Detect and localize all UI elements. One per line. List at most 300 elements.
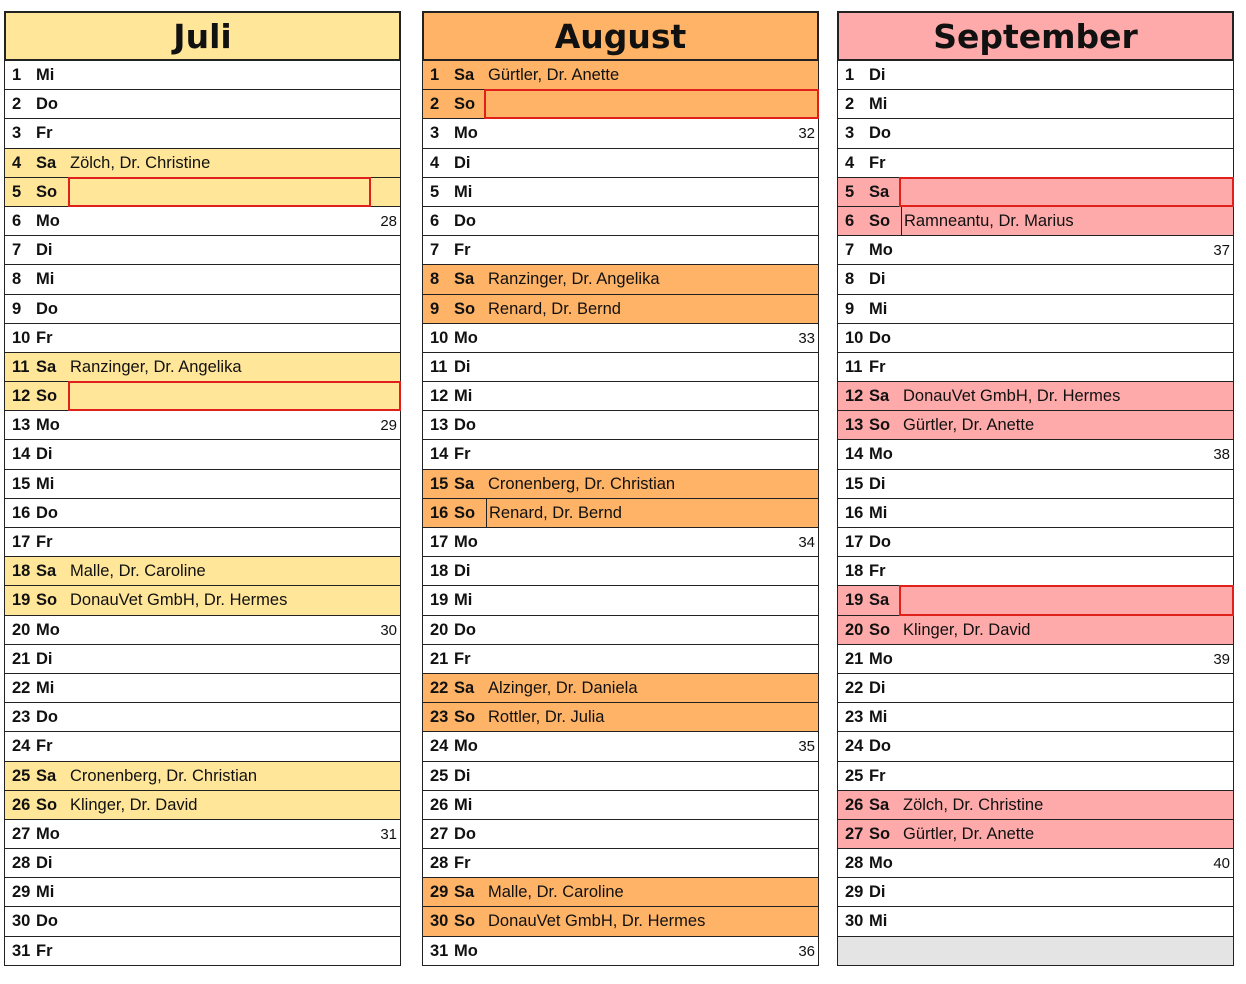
weekday-label: Do (36, 708, 58, 727)
weekday-label: Sa (869, 795, 890, 814)
day-row[interactable] (422, 528, 819, 557)
weekday-label: Fr (454, 445, 471, 464)
day-row[interactable] (837, 878, 1234, 907)
weekday-label: Di (869, 883, 886, 902)
weekday-label: Di (869, 66, 886, 84)
weekday-label: Mi (36, 883, 55, 902)
weekend-day-row[interactable] (837, 382, 1234, 411)
empty-slot-highlight[interactable] (68, 381, 401, 411)
weekday-label: Fr (454, 649, 471, 668)
on-duty-name: Ranzinger, Dr. Angelika (70, 357, 242, 376)
day-row[interactable] (837, 470, 1234, 499)
day-number: 25 (12, 766, 31, 785)
on-duty-name: DonauVet GmbH, Dr. Hermes (70, 591, 288, 610)
day-row[interactable] (422, 411, 819, 440)
weekend-day-row[interactable] (422, 470, 819, 499)
weekday-label: Do (869, 328, 891, 347)
day-number: 15 (12, 474, 31, 493)
day-number: 11 (845, 357, 863, 376)
weekday-label: Di (36, 854, 53, 873)
day-row[interactable] (837, 645, 1234, 674)
empty-day-row (837, 937, 1234, 966)
weekday-label: Mi (454, 387, 473, 406)
day-row[interactable] (837, 265, 1234, 294)
day-number: 17 (12, 533, 31, 551)
day-number: 3 (430, 124, 440, 143)
weekend-day-row[interactable] (422, 90, 819, 119)
day-number: 4 (430, 153, 440, 172)
day-row[interactable] (837, 703, 1234, 732)
calendar-week-number: 30 (380, 621, 397, 639)
day-row[interactable] (4, 470, 401, 499)
day-row[interactable] (422, 236, 819, 265)
day-row[interactable] (4, 499, 401, 528)
day-number: 27 (12, 824, 31, 843)
day-row[interactable] (422, 791, 819, 820)
calendar-week-number: 40 (1213, 855, 1230, 873)
weekend-day-row[interactable] (4, 586, 401, 615)
weekday-label: Di (869, 678, 886, 697)
day-number: 9 (12, 299, 22, 318)
day-number: 8 (845, 270, 855, 289)
day-row[interactable] (4, 61, 401, 90)
weekend-day-row[interactable] (837, 820, 1234, 849)
month-august (422, 11, 819, 966)
day-number: 3 (845, 124, 855, 143)
weekday-label: Mo (454, 941, 478, 960)
weekday-label: Mo (869, 445, 893, 464)
weekday-label: Mi (869, 912, 888, 931)
weekday-label: Di (869, 270, 886, 289)
weekday-label: Do (869, 533, 891, 551)
day-row[interactable] (422, 645, 819, 674)
day-number: 21 (845, 649, 864, 668)
day-number: 28 (845, 854, 864, 873)
weekday-label: Di (454, 153, 471, 172)
weekday-label: Fr (36, 737, 53, 756)
weekday-label: Mi (869, 708, 888, 727)
weekend-day-row[interactable] (837, 586, 1234, 615)
on-duty-name: Malle, Dr. Caroline (70, 562, 206, 581)
month-september (837, 11, 1234, 966)
day-number: 4 (845, 153, 855, 172)
day-row[interactable] (837, 674, 1234, 703)
day-number: 19 (12, 591, 31, 610)
day-number: 18 (12, 562, 31, 581)
on-duty-name: Klinger, Dr. David (70, 795, 198, 814)
weekend-day-row[interactable] (4, 178, 401, 207)
day-row[interactable] (4, 265, 401, 294)
weekend-day-row[interactable] (4, 557, 401, 586)
day-row[interactable] (837, 353, 1234, 382)
day-row[interactable] (837, 90, 1234, 119)
day-row[interactable] (4, 674, 401, 703)
day-number: 28 (12, 854, 31, 873)
weekday-label: Mo (869, 649, 893, 668)
calendar-week-number: 28 (380, 212, 397, 230)
day-row[interactable] (837, 295, 1234, 324)
weekday-label: Sa (36, 766, 57, 785)
weekday-label: Di (454, 766, 471, 785)
weekend-day-row[interactable] (837, 411, 1234, 440)
on-duty-name: Cronenberg, Dr. Christian (488, 474, 676, 493)
weekday-label: So (869, 211, 891, 230)
day-row[interactable] (422, 937, 819, 966)
weekday-label: Do (36, 503, 58, 522)
day-number: 9 (845, 299, 855, 318)
day-row[interactable] (422, 440, 819, 469)
day-row[interactable] (422, 557, 819, 586)
weekday-label: Mo (869, 241, 893, 260)
calendar-week-number: 29 (380, 417, 397, 435)
weekday-label: Fr (36, 941, 53, 960)
weekend-day-row[interactable] (4, 791, 401, 820)
weekday-label: Do (36, 299, 58, 318)
day-row[interactable] (837, 440, 1234, 469)
day-number: 22 (12, 678, 31, 697)
day-number: 19 (845, 591, 864, 610)
weekday-label: Di (36, 445, 53, 464)
day-number: 3 (12, 124, 22, 143)
day-row[interactable] (4, 411, 401, 440)
day-row[interactable] (837, 324, 1234, 353)
weekday-label: So (454, 708, 476, 727)
day-row[interactable] (422, 353, 819, 382)
day-number: 26 (12, 795, 31, 814)
weekday-label: Mi (454, 182, 473, 201)
on-duty-name: Renard, Dr. Bernd (488, 299, 621, 318)
on-duty-name: Alzinger, Dr. Daniela (488, 678, 638, 697)
day-row[interactable] (4, 732, 401, 761)
weekday-label: Fr (869, 562, 886, 581)
day-number: 29 (12, 883, 31, 902)
day-number: 12 (845, 387, 864, 406)
day-number: 24 (845, 737, 864, 756)
cell-divider (901, 207, 902, 235)
weekday-label: Fr (869, 357, 886, 376)
empty-slot-highlight[interactable] (484, 89, 819, 119)
weekday-label: Fr (454, 854, 471, 873)
month-header: Juli (4, 11, 401, 61)
day-number: 16 (845, 503, 864, 522)
day-number: 19 (430, 591, 449, 610)
weekday-label: Fr (36, 328, 53, 347)
day-number: 27 (430, 824, 449, 843)
day-number: 26 (430, 795, 449, 814)
day-row[interactable] (4, 324, 401, 353)
day-number: 23 (845, 708, 864, 727)
month-header: September (837, 11, 1234, 61)
calendar-week-number: 32 (798, 125, 815, 143)
day-number: 22 (845, 678, 864, 697)
weekday-label: Di (869, 474, 886, 493)
day-number: 24 (430, 737, 449, 756)
day-row[interactable] (837, 557, 1234, 586)
day-row[interactable] (837, 762, 1234, 791)
day-number: 9 (430, 299, 440, 318)
weekday-label: So (454, 95, 476, 114)
day-number: 15 (845, 474, 864, 493)
weekend-day-row[interactable] (837, 207, 1234, 236)
calendar-week-number: 37 (1213, 242, 1230, 260)
day-number: 20 (845, 620, 864, 639)
day-number: 2 (845, 95, 855, 114)
weekday-label: Mo (454, 737, 478, 756)
day-row[interactable] (4, 878, 401, 907)
day-number: 5 (430, 182, 440, 201)
weekday-label: Mi (454, 591, 473, 610)
day-number: 21 (430, 649, 449, 668)
day-number: 6 (845, 211, 855, 230)
weekday-label: Mo (36, 620, 60, 639)
day-row[interactable] (422, 207, 819, 236)
weekday-label: Mo (454, 328, 478, 347)
day-number: 16 (12, 503, 31, 522)
weekday-label: So (36, 795, 58, 814)
weekend-day-row[interactable] (422, 265, 819, 294)
calendar-week-number: 38 (1213, 446, 1230, 464)
weekday-label: Do (36, 912, 58, 931)
day-number: 26 (845, 795, 864, 814)
weekday-label: Sa (36, 153, 57, 172)
weekday-label: Sa (869, 591, 890, 610)
weekday-label: Fr (869, 766, 886, 785)
day-number: 25 (845, 766, 864, 785)
on-duty-name: Zölch, Dr. Christine (903, 795, 1044, 814)
weekend-day-row[interactable] (422, 674, 819, 703)
weekday-label: So (454, 912, 476, 931)
weekday-label: Do (454, 211, 476, 230)
day-row[interactable] (4, 207, 401, 236)
day-number: 11 (430, 357, 448, 376)
day-row[interactable] (422, 149, 819, 178)
day-number: 13 (845, 416, 864, 435)
weekend-day-row[interactable] (4, 762, 401, 791)
on-duty-name: Gürtler, Dr. Anette (488, 66, 620, 84)
day-number: 7 (430, 241, 440, 260)
on-duty-name: Renard, Dr. Bernd (489, 503, 622, 522)
day-number: 18 (430, 562, 449, 581)
day-row[interactable] (837, 236, 1234, 265)
day-row[interactable] (837, 61, 1234, 90)
day-row[interactable] (422, 178, 819, 207)
day-number: 29 (845, 883, 864, 902)
day-row[interactable] (422, 762, 819, 791)
month-juli (4, 11, 401, 966)
weekday-label: Do (454, 824, 476, 843)
day-number: 12 (12, 387, 31, 406)
day-row[interactable] (837, 732, 1234, 761)
day-number: 1 (430, 66, 440, 84)
weekday-label: Mi (36, 270, 55, 289)
day-number: 14 (12, 445, 31, 464)
on-duty-name: DonauVet GmbH, Dr. Hermes (488, 912, 706, 931)
day-row[interactable] (4, 703, 401, 732)
weekday-label: So (869, 416, 891, 435)
weekday-label: So (454, 299, 476, 318)
weekday-label: Sa (454, 883, 475, 902)
day-number: 10 (430, 328, 449, 347)
day-row[interactable] (837, 149, 1234, 178)
empty-slot-highlight[interactable] (68, 177, 371, 207)
weekday-label: Mo (869, 854, 893, 873)
weekend-day-row[interactable] (837, 616, 1234, 645)
day-number: 15 (430, 474, 449, 493)
day-number: 30 (430, 912, 449, 931)
day-row[interactable] (4, 119, 401, 148)
day-number: 8 (12, 270, 22, 289)
on-duty-name: Klinger, Dr. David (903, 620, 1031, 639)
day-number: 14 (845, 445, 864, 464)
day-number: 29 (430, 883, 449, 902)
weekday-label: So (36, 182, 58, 201)
day-number: 23 (430, 708, 449, 727)
day-number: 25 (430, 766, 449, 785)
day-number: 2 (12, 95, 22, 114)
day-number: 7 (12, 241, 22, 260)
weekend-day-row[interactable] (4, 149, 401, 178)
day-number: 30 (845, 912, 864, 931)
weekday-label: So (36, 591, 58, 610)
day-number: 30 (12, 912, 31, 931)
day-number: 23 (12, 708, 31, 727)
weekday-label: Mi (869, 503, 888, 522)
day-row[interactable] (837, 499, 1234, 528)
weekday-label: Sa (36, 562, 57, 581)
day-row[interactable] (837, 907, 1234, 936)
day-row[interactable] (422, 119, 819, 148)
weekend-day-row[interactable] (837, 178, 1234, 207)
day-number: 27 (845, 824, 864, 843)
weekday-label: So (869, 824, 891, 843)
on-duty-name: Gürtler, Dr. Anette (903, 824, 1035, 843)
day-number: 1 (12, 66, 22, 84)
day-number: 31 (12, 941, 31, 960)
weekday-label: Mi (36, 474, 55, 493)
weekday-label: Mo (454, 533, 478, 551)
on-duty-name: Malle, Dr. Caroline (488, 883, 624, 902)
weekday-label: Sa (454, 678, 475, 697)
day-row[interactable] (422, 849, 819, 878)
day-number: 8 (430, 270, 440, 289)
day-number: 1 (845, 66, 855, 84)
weekday-label: Fr (36, 533, 53, 551)
day-number: 28 (430, 854, 449, 873)
weekday-label: Sa (869, 182, 890, 201)
calendar-week-number: 35 (798, 738, 815, 756)
day-number: 18 (845, 562, 864, 581)
day-row[interactable] (4, 820, 401, 849)
on-duty-name: Ramneantu, Dr. Marius (904, 211, 1074, 230)
day-number: 13 (430, 416, 449, 435)
weekday-label: So (454, 503, 476, 522)
day-row[interactable] (837, 528, 1234, 557)
day-number: 5 (12, 182, 22, 201)
weekday-label: Sa (454, 66, 475, 84)
day-row[interactable] (422, 324, 819, 353)
day-row[interactable] (4, 440, 401, 469)
weekend-day-row[interactable] (422, 878, 819, 907)
weekday-label: Do (36, 95, 58, 114)
weekday-label: Mi (36, 678, 55, 697)
weekday-label: Fr (454, 241, 471, 260)
day-row[interactable] (4, 645, 401, 674)
day-row[interactable] (422, 820, 819, 849)
day-number: 20 (430, 620, 449, 639)
day-row[interactable] (4, 236, 401, 265)
on-duty-name: Ranzinger, Dr. Angelika (488, 270, 660, 289)
calendar-week-number: 34 (798, 534, 815, 551)
on-duty-name: Rottler, Dr. Julia (488, 708, 605, 727)
weekday-label: Di (36, 649, 53, 668)
day-row[interactable] (4, 849, 401, 878)
day-number: 6 (12, 211, 22, 230)
day-row[interactable] (4, 528, 401, 557)
day-number: 10 (12, 328, 31, 347)
weekday-label: Sa (36, 357, 57, 376)
day-number: 17 (845, 533, 864, 551)
weekday-label: Sa (454, 474, 475, 493)
day-number: 5 (845, 182, 855, 201)
weekday-label: Mi (454, 795, 473, 814)
weekday-label: Do (869, 124, 891, 143)
day-row[interactable] (4, 937, 401, 966)
day-number: 4 (12, 153, 22, 172)
day-row[interactable] (837, 849, 1234, 878)
day-row[interactable] (4, 907, 401, 936)
day-row[interactable] (4, 616, 401, 645)
weekend-day-row[interactable] (422, 61, 819, 90)
month-header: August (422, 11, 819, 61)
weekday-label: Do (869, 737, 891, 756)
day-number: 31 (430, 941, 449, 960)
weekend-day-row[interactable] (422, 295, 819, 324)
day-row[interactable] (4, 90, 401, 119)
weekday-label: Di (454, 357, 471, 376)
weekend-day-row[interactable] (4, 353, 401, 382)
weekend-day-row[interactable] (422, 499, 819, 528)
day-number: 16 (430, 503, 449, 522)
day-row[interactable] (4, 295, 401, 324)
empty-slot-highlight[interactable] (899, 585, 1234, 615)
on-duty-name: Cronenberg, Dr. Christian (70, 766, 258, 785)
calendar-week-number: 36 (798, 942, 815, 960)
weekday-label: Mi (36, 66, 55, 84)
day-row[interactable] (837, 119, 1234, 148)
weekend-day-row[interactable] (422, 907, 819, 936)
weekday-label: So (869, 620, 891, 639)
day-row[interactable] (422, 586, 819, 615)
weekday-label: Do (454, 620, 476, 639)
weekday-label: Di (454, 562, 471, 581)
day-row[interactable] (422, 382, 819, 411)
day-row[interactable] (422, 732, 819, 761)
day-number: 10 (845, 328, 864, 347)
cell-divider (486, 499, 487, 527)
calendar-week-number: 33 (798, 329, 815, 347)
weekday-label: Sa (454, 270, 475, 289)
weekend-day-row[interactable] (4, 382, 401, 411)
weekday-label: Mi (869, 299, 888, 318)
day-row[interactable] (422, 616, 819, 645)
weekend-day-row[interactable] (422, 703, 819, 732)
weekday-label: So (36, 387, 58, 406)
on-duty-name: Gürtler, Dr. Anette (903, 416, 1035, 435)
empty-slot-highlight[interactable] (899, 177, 1234, 207)
weekend-day-row[interactable] (837, 791, 1234, 820)
day-number: 14 (430, 445, 449, 464)
weekday-label: Sa (869, 387, 890, 406)
